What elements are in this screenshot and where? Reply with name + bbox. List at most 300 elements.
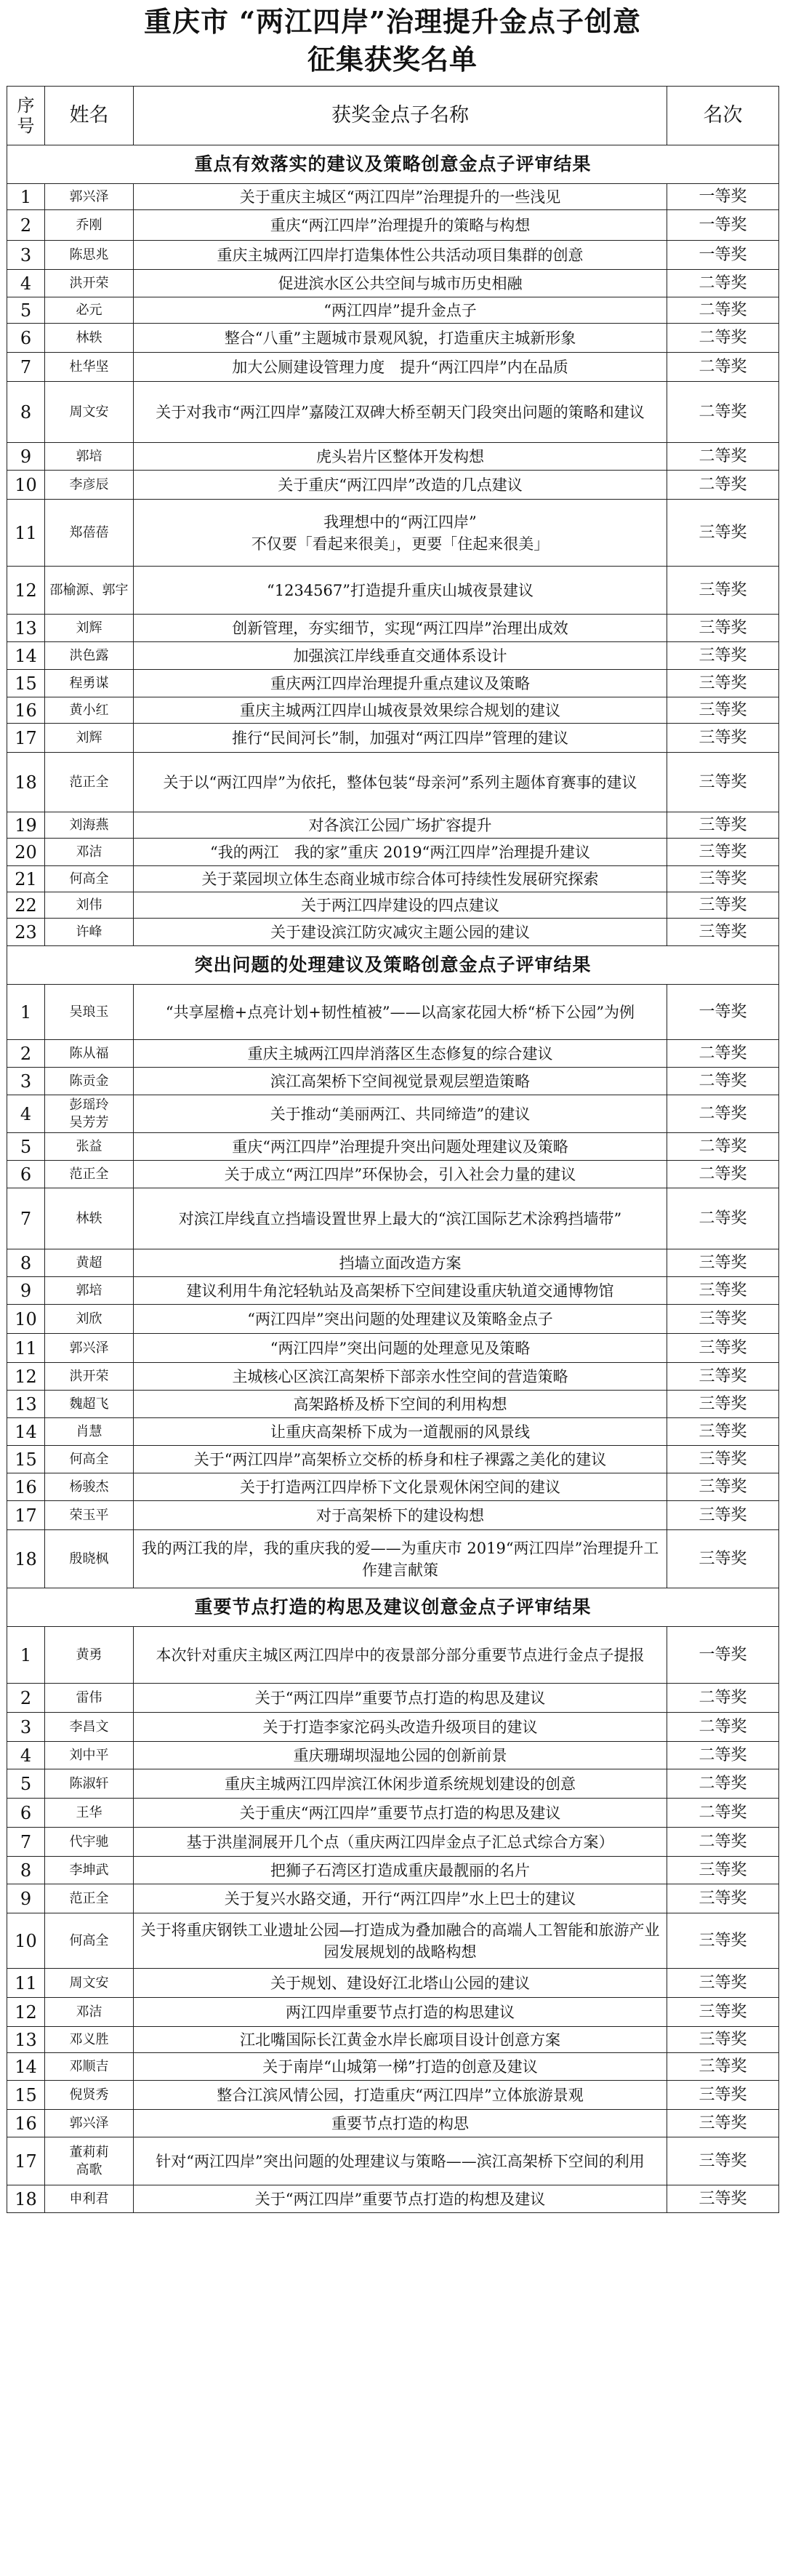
- row-name: 陈贡金: [45, 1068, 134, 1095]
- row-idea: 本次针对重庆主城区两江四岸中的夜景部分部分重要节点进行金点子提报: [134, 1627, 667, 1684]
- row-idea: 关于“两江四岸”重要节点打造的构想及建议: [134, 2185, 667, 2213]
- row-idea: 挡墙立面改造方案: [134, 1249, 667, 1277]
- table-row: [7, 1391, 779, 1418]
- row-rank: 二等奖: [667, 382, 779, 443]
- table-row: [7, 1068, 779, 1095]
- table-row: [7, 919, 779, 946]
- header-name: 姓名: [45, 87, 134, 145]
- row-rank: 三等奖: [667, 642, 779, 670]
- row-rank: 三等奖: [667, 1913, 779, 1969]
- row-idea: 关于重庆主城区“两江四岸”治理提升的一些浅见: [134, 184, 667, 210]
- row-name: 黄小红: [45, 697, 134, 724]
- row-rank: 二等奖: [667, 1095, 779, 1133]
- row-name: 郭兴泽: [45, 2110, 134, 2137]
- row-index: 16: [7, 2110, 45, 2137]
- row-name: 何高全: [45, 1913, 134, 1969]
- row-rank: 二等奖: [667, 1799, 779, 1828]
- row-index: 16: [7, 1473, 45, 1501]
- row-index: 10: [7, 1305, 45, 1334]
- row-rank: 三等奖: [667, 866, 779, 892]
- row-idea: 江北嘴国际长江黄金水岸长廊项目设计创意方案: [134, 2027, 667, 2053]
- table-row: [7, 1363, 779, 1391]
- table-row: [7, 1446, 779, 1473]
- row-rank: 二等奖: [667, 353, 779, 382]
- row-name: 邓顺吉: [45, 2053, 134, 2081]
- row-idea: 关于建设滨江防灾减灾主题公园的建议: [134, 919, 667, 946]
- table-row: [7, 567, 779, 615]
- row-idea: 关于成立“两江四岸”环保协会，引入社会力量的建议: [134, 1161, 667, 1188]
- row-rank: 三等奖: [667, 1391, 779, 1418]
- header-index: 序号: [7, 87, 45, 145]
- award-table: [7, 86, 779, 2213]
- table-row: [7, 324, 779, 353]
- table-row: [7, 1969, 779, 1998]
- section-header-row: [7, 1588, 779, 1627]
- section-title: 重要节点打造的构思及建议创意金点子评审结果: [7, 1588, 779, 1627]
- row-idea: 把狮子石湾区打造成重庆最靓丽的名片: [134, 1857, 667, 1884]
- row-idea: 促进滨水区公共空间与城市历史相融: [134, 270, 667, 297]
- row-idea: 重庆“两江四岸”治理提升突出问题处理建议及策略: [134, 1133, 667, 1161]
- table-row: [7, 2081, 779, 2110]
- row-name: 必元: [45, 297, 134, 324]
- table-row: [7, 1769, 779, 1799]
- row-name: 郭培: [45, 1277, 134, 1305]
- row-rank: 三等奖: [667, 1501, 779, 1530]
- row-idea: 我的两江我的岸，我的重庆我的爱——为重庆市 2019“两江四岸”治理提升工作建言献策: [134, 1530, 667, 1588]
- row-idea: 关于重庆“两江四岸”重要节点打造的构思及建议: [134, 1799, 667, 1828]
- row-idea: 基于洪崖洞展开几个点（重庆两江四岸金点子汇总式综合方案）: [134, 1828, 667, 1857]
- table-row: [7, 1133, 779, 1161]
- row-rank: 三等奖: [667, 500, 779, 567]
- row-rank: 三等奖: [667, 724, 779, 753]
- row-rank: 三等奖: [667, 2053, 779, 2081]
- row-name: 郭兴泽: [45, 184, 134, 210]
- row-name: 刘辉: [45, 724, 134, 753]
- row-index: 17: [7, 724, 45, 753]
- row-idea: “两江四岸”提升金点子: [134, 297, 667, 324]
- table-row: [7, 866, 779, 892]
- row-rank: 二等奖: [667, 270, 779, 297]
- row-name: 范正全: [45, 753, 134, 812]
- row-rank: 三等奖: [667, 839, 779, 866]
- row-name: 魏超飞: [45, 1391, 134, 1418]
- row-name: 何高全: [45, 866, 134, 892]
- row-rank: 二等奖: [667, 1684, 779, 1713]
- row-index: 14: [7, 642, 45, 670]
- row-index: 13: [7, 615, 45, 642]
- row-rank: 一等奖: [667, 241, 779, 270]
- row-index: 18: [7, 1530, 45, 1588]
- row-name: 荣玉平: [45, 1501, 134, 1530]
- row-rank: 三等奖: [667, 919, 779, 946]
- row-index: 2: [7, 1684, 45, 1713]
- row-rank: 三等奖: [667, 2081, 779, 2110]
- row-idea: 创新管理，夯实细节，实现“两江四岸”治理出成效: [134, 615, 667, 642]
- row-rank: 二等奖: [667, 1742, 779, 1769]
- row-idea: 重庆珊瑚坝湿地公园的创新前景: [134, 1742, 667, 1769]
- row-rank: 一等奖: [667, 1627, 779, 1684]
- row-index: 13: [7, 2027, 45, 2053]
- row-idea: 关于重庆“两江四岸”改造的几点建议: [134, 471, 667, 500]
- row-rank: 三等奖: [667, 1473, 779, 1501]
- row-index: 14: [7, 2053, 45, 2081]
- row-idea: 重庆主城两江四岸滨江休闲步道系统规划建设的创意: [134, 1769, 667, 1799]
- table-row: [7, 2027, 779, 2053]
- row-name: 林轶: [45, 324, 134, 353]
- row-rank: 三等奖: [667, 2027, 779, 2053]
- section-title: 突出问题的处理建议及策略创意金点子评审结果: [7, 946, 779, 985]
- table-row: [7, 382, 779, 443]
- table-row: [7, 471, 779, 500]
- row-index: 22: [7, 892, 45, 919]
- table-row: [7, 1095, 779, 1133]
- table-row: [7, 353, 779, 382]
- row-index: 5: [7, 297, 45, 324]
- table-row: [7, 697, 779, 724]
- row-rank: 二等奖: [667, 1161, 779, 1188]
- row-rank: 三等奖: [667, 1969, 779, 1998]
- row-idea: 关于打造李家沱码头改造升级项目的建议: [134, 1713, 667, 1742]
- row-name: 倪贤秀: [45, 2081, 134, 2110]
- row-name: 范正全: [45, 1884, 134, 1913]
- row-name: 李彦辰: [45, 471, 134, 500]
- row-index: 15: [7, 2081, 45, 2110]
- table-row: [7, 1249, 779, 1277]
- row-name: 郭培: [45, 443, 134, 471]
- row-idea: 关于两江四岸建设的四点建议: [134, 892, 667, 919]
- row-index: 7: [7, 1188, 45, 1249]
- row-rank: 三等奖: [667, 1249, 779, 1277]
- table-row: [7, 2053, 779, 2081]
- row-name: 杨骏杰: [45, 1473, 134, 1501]
- row-index: 5: [7, 1769, 45, 1799]
- row-index: 1: [7, 184, 45, 210]
- row-name: 洪色露: [45, 642, 134, 670]
- row-name: 刘海燕: [45, 812, 134, 839]
- row-name: 黄超: [45, 1249, 134, 1277]
- row-rank: 三等奖: [667, 2137, 779, 2185]
- row-name: 张益: [45, 1133, 134, 1161]
- row-rank: 三等奖: [667, 1884, 779, 1913]
- row-idea: 重庆主城两江四岸山城夜景效果综合规划的建议: [134, 697, 667, 724]
- table-row: [7, 1530, 779, 1588]
- row-index: 3: [7, 241, 45, 270]
- row-index: 4: [7, 1742, 45, 1769]
- row-idea: 虎头岩片区整体开发构想: [134, 443, 667, 471]
- row-name: 陈淑轩: [45, 1769, 134, 1799]
- row-rank: 三等奖: [667, 812, 779, 839]
- row-rank: 三等奖: [667, 567, 779, 615]
- row-rank: 一等奖: [667, 184, 779, 210]
- row-name: 李坤武: [45, 1857, 134, 1884]
- row-rank: 三等奖: [667, 892, 779, 919]
- row-rank: 三等奖: [667, 1305, 779, 1334]
- table-row: [7, 670, 779, 697]
- row-idea: 关于复兴水路交通，开行“两江四岸”水上巴士的建议: [134, 1884, 667, 1913]
- row-idea: 滨江高架桥下空间视觉景观层塑造策略: [134, 1068, 667, 1095]
- row-idea: 两江四岸重要节点打造的构思建议: [134, 1998, 667, 2027]
- row-name: 郑蓓蓓: [45, 500, 134, 567]
- page-subtitle: 征集获奖名单: [307, 43, 478, 76]
- row-index: 3: [7, 1713, 45, 1742]
- row-rank: 三等奖: [667, 1998, 779, 2027]
- table-row: [7, 1040, 779, 1068]
- row-index: 2: [7, 210, 45, 241]
- section-header-row: [7, 145, 779, 184]
- row-name: 林轶: [45, 1188, 134, 1249]
- row-name: 洪开荣: [45, 270, 134, 297]
- row-index: 17: [7, 2137, 45, 2185]
- row-rank: 三等奖: [667, 1334, 779, 1363]
- row-name: 周文安: [45, 1969, 134, 1998]
- row-name: 雷伟: [45, 1684, 134, 1713]
- row-index: 10: [7, 471, 45, 500]
- row-rank: 三等奖: [667, 1446, 779, 1473]
- table-row: [7, 241, 779, 270]
- row-rank: 一等奖: [667, 210, 779, 241]
- row-index: 12: [7, 1363, 45, 1391]
- row-index: 1: [7, 985, 45, 1040]
- row-name: 吴琅玉: [45, 985, 134, 1040]
- row-index: 6: [7, 1161, 45, 1188]
- row-rank: 三等奖: [667, 1418, 779, 1446]
- table-row: [7, 1884, 779, 1913]
- row-idea: “两江四岸”突出问题的处理建议及策略金点子: [134, 1305, 667, 1334]
- table-row: [7, 642, 779, 670]
- row-index: 12: [7, 1998, 45, 2027]
- row-index: 17: [7, 1501, 45, 1530]
- row-index: 8: [7, 382, 45, 443]
- row-rank: 二等奖: [667, 324, 779, 353]
- table-row: [7, 1473, 779, 1501]
- table-row: [7, 1998, 779, 2027]
- row-index: 5: [7, 1133, 45, 1161]
- row-index: 1: [7, 1627, 45, 1684]
- row-index: 8: [7, 1249, 45, 1277]
- row-idea: 加大公厕建设管理力度 提升“两江四岸”内在品质: [134, 353, 667, 382]
- row-index: 18: [7, 2185, 45, 2213]
- row-index: 23: [7, 919, 45, 946]
- row-index: 2: [7, 1040, 45, 1068]
- row-rank: 二等奖: [667, 443, 779, 471]
- row-index: 7: [7, 1828, 45, 1857]
- row-index: 4: [7, 1095, 45, 1133]
- row-rank: 三等奖: [667, 2110, 779, 2137]
- row-idea: 关于“两江四岸”高架桥立交桥的桥身和柱子裸露之美化的建议: [134, 1446, 667, 1473]
- row-index: 9: [7, 1884, 45, 1913]
- table-row: [7, 753, 779, 812]
- row-index: 21: [7, 866, 45, 892]
- row-name: 陈从福: [45, 1040, 134, 1068]
- row-name: 范正全: [45, 1161, 134, 1188]
- row-idea: 加强滨江岸线垂直交通体系设计: [134, 642, 667, 670]
- row-idea: “共享屋檐+点亮计划+韧性植被”——以高家花园大桥“桥下公园”为例: [134, 985, 667, 1040]
- row-idea: 关于将重庆钢铁工业遗址公园—打造成为叠加融合的高端人工智能和旅游产业园发展规划的战略构想: [134, 1913, 667, 1969]
- row-rank: 三等奖: [667, 1530, 779, 1588]
- table-row: [7, 1161, 779, 1188]
- row-name: 李昌文: [45, 1713, 134, 1742]
- row-name: 郭兴泽: [45, 1334, 134, 1363]
- row-idea: 重庆“两江四岸”治理提升的策略与构想: [134, 210, 667, 241]
- table-row: [7, 1627, 779, 1684]
- table-row: [7, 985, 779, 1040]
- row-rank: 二等奖: [667, 471, 779, 500]
- table-row: [7, 812, 779, 839]
- row-rank: 三等奖: [667, 670, 779, 697]
- row-name: 陈思兆: [45, 241, 134, 270]
- table-row: [7, 184, 779, 210]
- table-row: [7, 1828, 779, 1857]
- table-row: [7, 1684, 779, 1713]
- row-name: 申利君: [45, 2185, 134, 2213]
- row-index: 16: [7, 697, 45, 724]
- row-index: 14: [7, 1418, 45, 1446]
- row-idea: 我理想中的“两江四岸” 不仅要「看起来很美」，更要「住起来很美」: [134, 500, 667, 567]
- row-index: 11: [7, 1969, 45, 1998]
- row-idea: 重要节点打造的构思: [134, 2110, 667, 2137]
- row-name: 邓洁: [45, 839, 134, 866]
- row-idea: “1234567”打造提升重庆山城夜景建议: [134, 567, 667, 615]
- row-rank: 二等奖: [667, 1828, 779, 1857]
- header-rank: 名次: [667, 87, 779, 145]
- table-row: [7, 1334, 779, 1363]
- row-idea: “两江四岸”突出问题的处理意见及策略: [134, 1334, 667, 1363]
- row-rank: 二等奖: [667, 1133, 779, 1161]
- row-idea: 关于规划、建设好江北塔山公园的建议: [134, 1969, 667, 1998]
- table-row: [7, 615, 779, 642]
- row-rank: 二等奖: [667, 1713, 779, 1742]
- row-idea: 关于“两江四岸”重要节点打造的构思及建议: [134, 1684, 667, 1713]
- row-rank: 三等奖: [667, 697, 779, 724]
- table-row: [7, 1799, 779, 1828]
- row-index: 10: [7, 1913, 45, 1969]
- row-idea: 对各滨江公园广场扩容提升: [134, 812, 667, 839]
- row-rank: 三等奖: [667, 2185, 779, 2213]
- row-index: 18: [7, 753, 45, 812]
- table-row: [7, 1857, 779, 1884]
- row-idea: 关于对我市“两江四岸”嘉陵江双碑大桥至朝天门段突出问题的策略和建议: [134, 382, 667, 443]
- row-index: 11: [7, 1334, 45, 1363]
- row-name: 刘辉: [45, 615, 134, 642]
- table-row: [7, 892, 779, 919]
- row-rank: 二等奖: [667, 1769, 779, 1799]
- row-idea: 主城核心区滨江高架桥下部亲水性空间的营造策略: [134, 1363, 667, 1391]
- row-name: 刘中平: [45, 1742, 134, 1769]
- table-row: [7, 1913, 779, 1969]
- table-row: [7, 443, 779, 471]
- table-row: [7, 1277, 779, 1305]
- row-index: 12: [7, 567, 45, 615]
- row-name: 邓洁: [45, 1998, 134, 2027]
- row-name: 邵榆源、郭宇: [45, 567, 134, 615]
- row-rank: 三等奖: [667, 1363, 779, 1391]
- row-index: 15: [7, 670, 45, 697]
- row-index: 8: [7, 1857, 45, 1884]
- table-row: [7, 500, 779, 567]
- row-name: 邓义胜: [45, 2027, 134, 2053]
- row-index: 7: [7, 353, 45, 382]
- row-name: 黄勇: [45, 1627, 134, 1684]
- row-idea: 重庆两江四岸治理提升重点建议及策略: [134, 670, 667, 697]
- row-idea: 对滨江岸线直立挡墙设置世界上最大的“滨江国际艺术涂鸦挡墙带”: [134, 1188, 667, 1249]
- table-row: [7, 1418, 779, 1446]
- row-idea: 关于打造两江四岸桥下文化景观休闲空间的建议: [134, 1473, 667, 1501]
- row-index: 6: [7, 1799, 45, 1828]
- row-idea: 针对“两江四岸”突出问题的处理建议与策略——滨江高架桥下空间的利用: [134, 2137, 667, 2185]
- row-name: 程勇谋: [45, 670, 134, 697]
- row-rank: 三等奖: [667, 1277, 779, 1305]
- row-name: 代宇驰: [45, 1828, 134, 1857]
- row-idea: 关于以“两江四岸”为依托，整体包装“母亲河”系列主题体育赛事的建议: [134, 753, 667, 812]
- table-row: [7, 2185, 779, 2213]
- row-name: 杜华坚: [45, 353, 134, 382]
- header-idea: 获奖金点子名称: [134, 87, 667, 145]
- row-rank: 二等奖: [667, 1188, 779, 1249]
- row-idea: 重庆主城两江四岸消落区生态修复的综合建议: [134, 1040, 667, 1068]
- row-name: 肖慧: [45, 1418, 134, 1446]
- table-row: [7, 270, 779, 297]
- table-row: [7, 1742, 779, 1769]
- row-index: 6: [7, 324, 45, 353]
- page-title: 重庆市 “两江四岸”治理提升金点子创意: [144, 5, 641, 38]
- table-row: [7, 724, 779, 753]
- row-name: 殷晓枫: [45, 1530, 134, 1588]
- table-header-row: [7, 87, 779, 145]
- row-idea: 关于推动“美丽两江、共同缔造”的建议: [134, 1095, 667, 1133]
- row-name: 洪开荣: [45, 1363, 134, 1391]
- row-name: 乔刚: [45, 210, 134, 241]
- table-row: [7, 839, 779, 866]
- row-rank: 三等奖: [667, 753, 779, 812]
- row-index: 13: [7, 1391, 45, 1418]
- table-row: [7, 297, 779, 324]
- row-idea: 整合江滨风情公园，打造重庆“两江四岸”立体旅游景观: [134, 2081, 667, 2110]
- row-index: 15: [7, 1446, 45, 1473]
- row-index: 19: [7, 812, 45, 839]
- row-idea: 对于高架桥下的建设构想: [134, 1501, 667, 1530]
- row-name: 王华: [45, 1799, 134, 1828]
- row-idea: 整合“八重”主题城市景观风貌，打造重庆主城新形象: [134, 324, 667, 353]
- row-name: 董莉莉 高歌: [45, 2137, 134, 2185]
- table-row: [7, 2137, 779, 2185]
- row-idea: 关于菜园坝立体生态商业城市综合体可持续性发展研究探索: [134, 866, 667, 892]
- row-name: 何高全: [45, 1446, 134, 1473]
- row-idea: 推行“民间河长”制，加强对“两江四岸”管理的建议: [134, 724, 667, 753]
- table-row: [7, 2110, 779, 2137]
- row-rank: 二等奖: [667, 297, 779, 324]
- row-idea: 让重庆高架桥下成为一道靓丽的风景线: [134, 1418, 667, 1446]
- table-row: [7, 1501, 779, 1530]
- section-header-row: [7, 946, 779, 985]
- row-rank: 二等奖: [667, 1068, 779, 1095]
- table-row: [7, 1713, 779, 1742]
- row-rank: 三等奖: [667, 1857, 779, 1884]
- row-idea: 重庆主城两江四岸打造集体性公共活动项目集群的创意: [134, 241, 667, 270]
- row-index: 4: [7, 270, 45, 297]
- row-name: 刘欣: [45, 1305, 134, 1334]
- row-rank: 二等奖: [667, 1040, 779, 1068]
- row-idea: 建议利用牛角沱轻轨站及高架桥下空间建设重庆轨道交通博物馆: [134, 1277, 667, 1305]
- row-rank: 一等奖: [667, 985, 779, 1040]
- row-name: 许峰: [45, 919, 134, 946]
- row-name: 周文安: [45, 382, 134, 443]
- table-row: [7, 210, 779, 241]
- row-rank: 三等奖: [667, 615, 779, 642]
- table-row: [7, 1188, 779, 1249]
- row-name: 刘伟: [45, 892, 134, 919]
- row-index: 20: [7, 839, 45, 866]
- row-index: 3: [7, 1068, 45, 1095]
